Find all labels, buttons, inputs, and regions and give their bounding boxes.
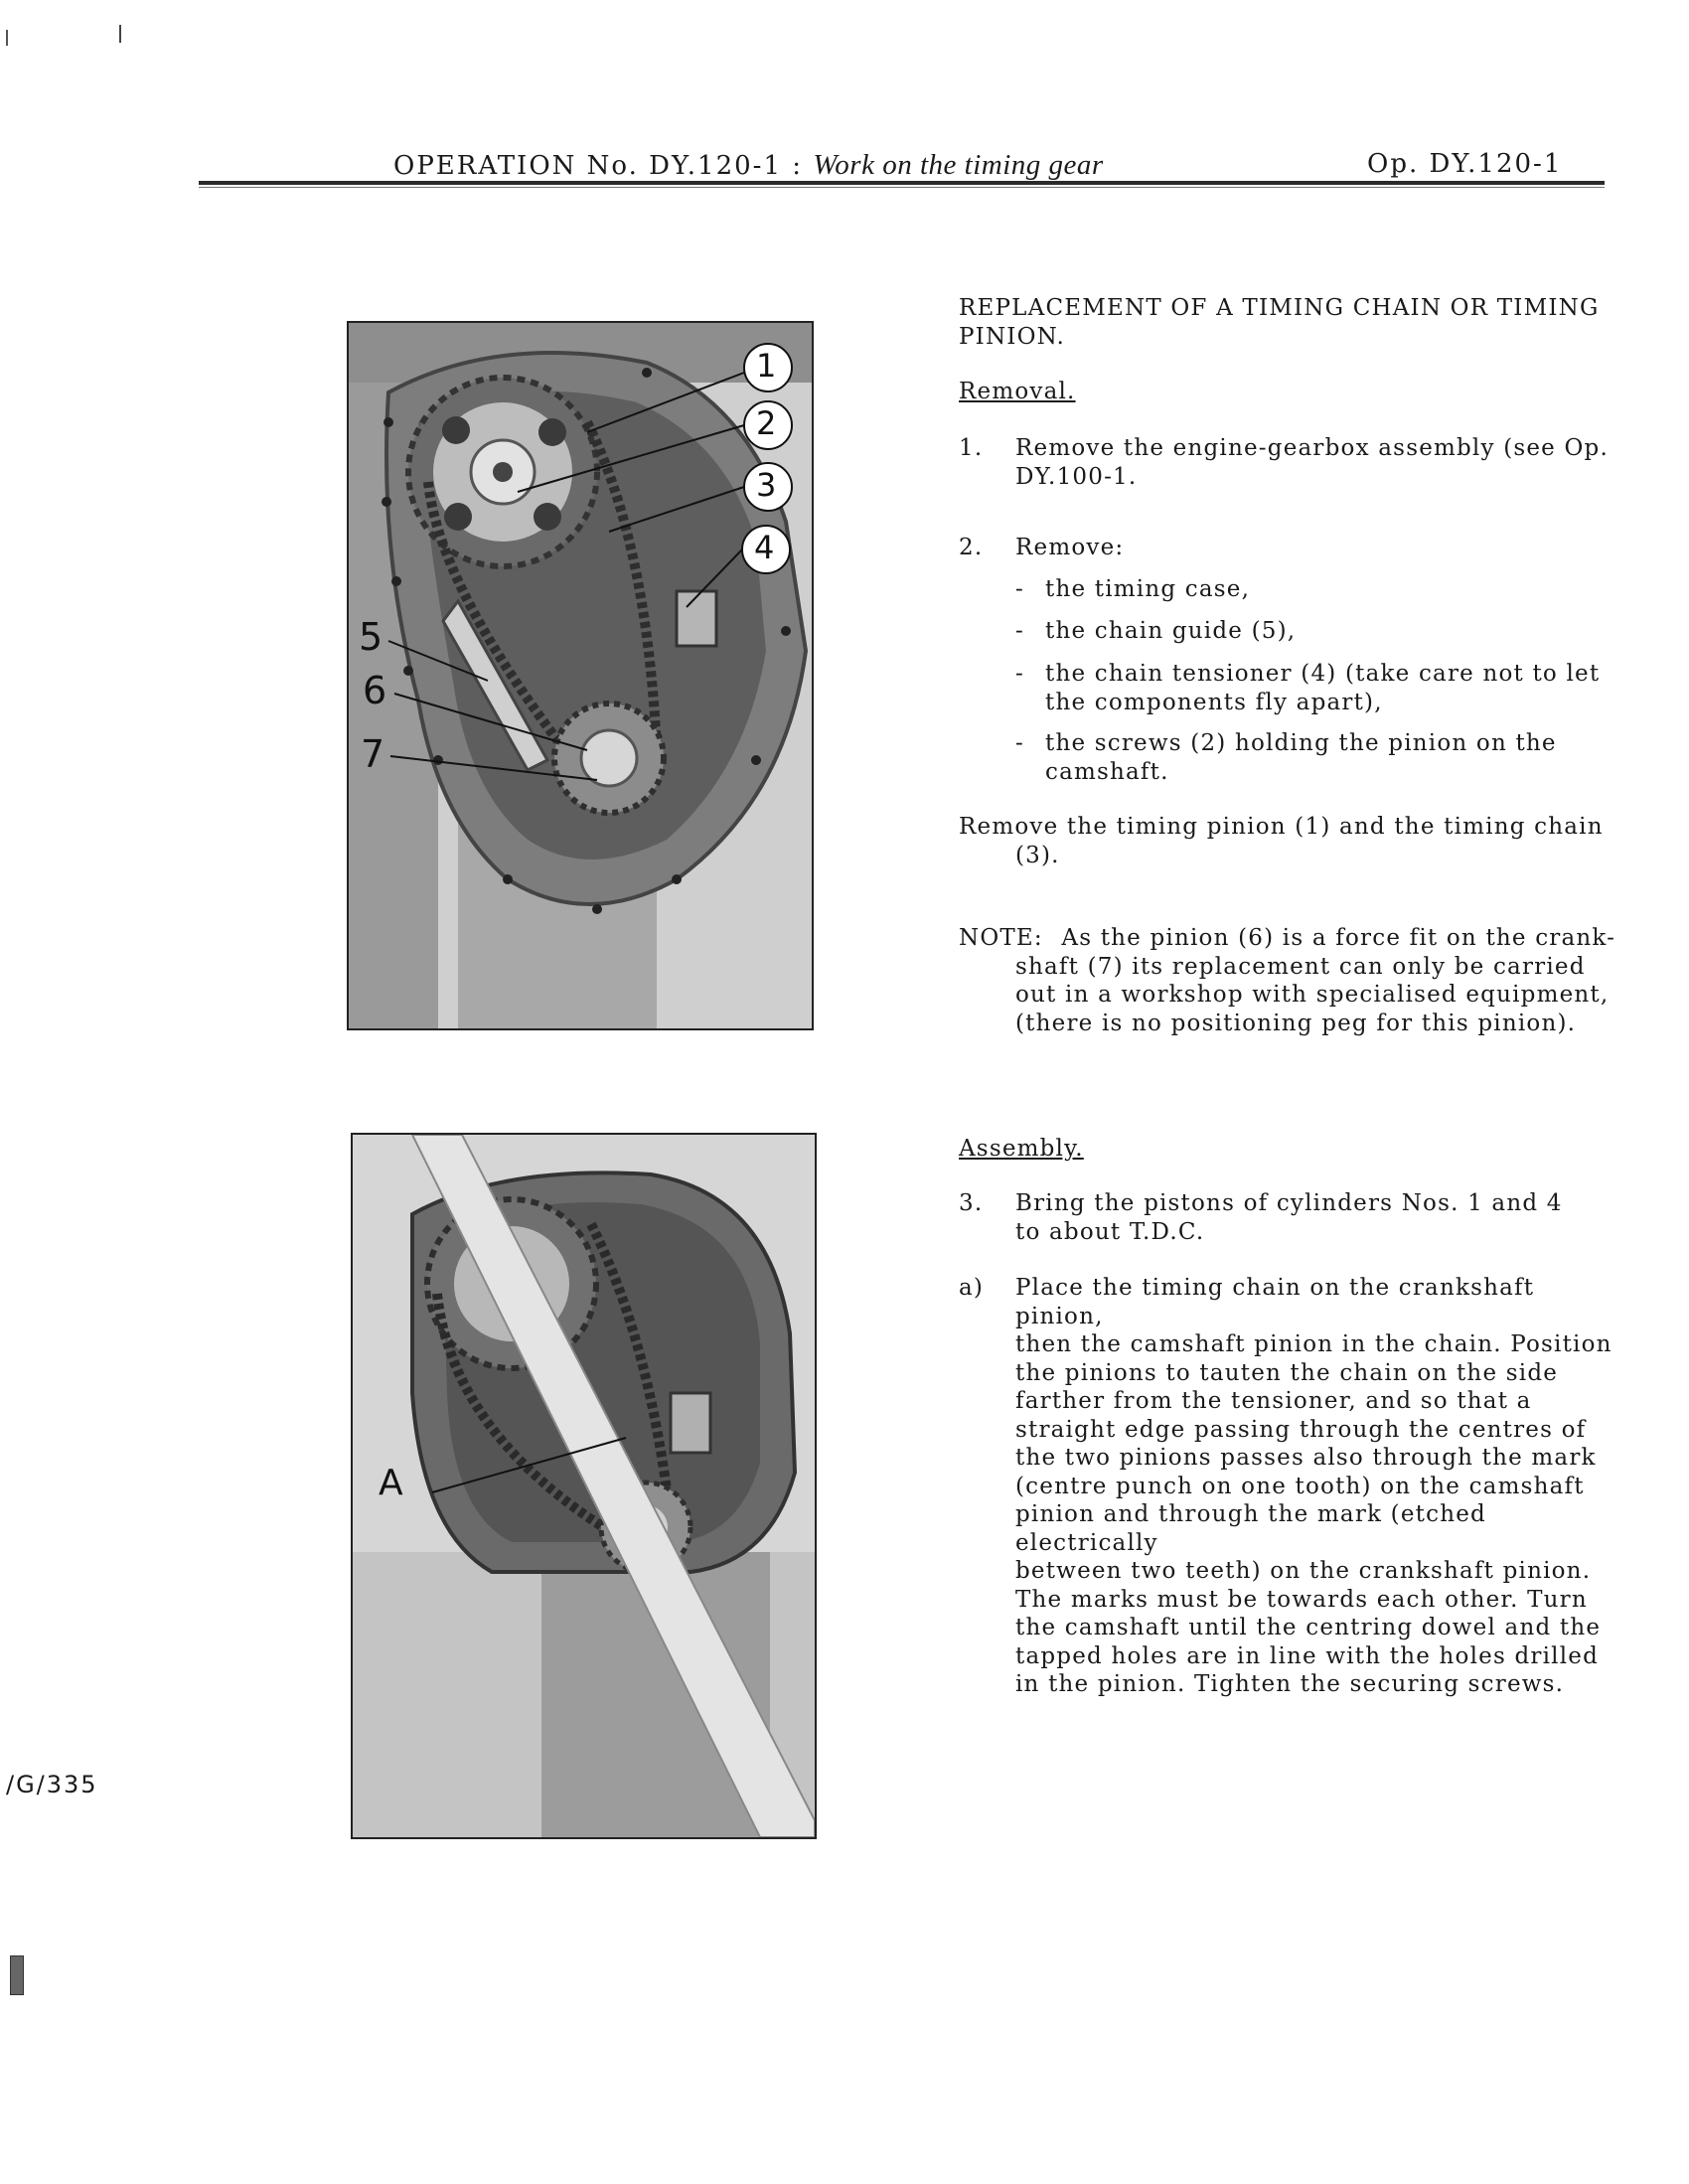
margin-bar (10, 1955, 24, 1995)
note-block (959, 924, 1624, 1037)
step-line: tapped holes are in line with the holes drilled (1015, 1642, 1599, 1669)
operation-reference: Op. DY.120-1 (1367, 149, 1563, 179)
assembly-heading: Assembly. (959, 1136, 1084, 1162)
assembly-step-3 (959, 1189, 1614, 1249)
step-line: the camshaft until the centring dowel and the (1015, 1615, 1602, 1640)
step-line: between two teeth) on the crankshaft pinion. (1015, 1558, 1592, 1584)
dash-bullet: - (1015, 576, 1024, 602)
removal-step-1 (959, 434, 1614, 494)
step-number: 2. (959, 535, 984, 560)
step-line: the pinions to tauten the chain on the side (1015, 1359, 1559, 1386)
step-text: Bring the pistons of cylinders Nos. 1 and 4 (1015, 1190, 1563, 1216)
note-label: NOTE: (959, 925, 1043, 951)
dash-bullet: - (1015, 661, 1024, 687)
note-text: shaft (7) its replacement can only be carried (1015, 953, 1586, 980)
margin-mark (119, 25, 121, 43)
removal-step-2 (959, 534, 1614, 563)
operation-label: OPERATION No. DY.120-1 : (393, 151, 804, 181)
callout-6: 6 (363, 669, 387, 712)
removal-final (959, 813, 1614, 869)
step-line: in the pinion. Tighten the securing screws. (1015, 1671, 1565, 1697)
figure-timing-alignment (351, 1133, 817, 1839)
section-title-text: REPLACEMENT OF A TIMING CHAIN OR TIMING PINION. (959, 295, 1600, 350)
step-line: the two pinions passes also through the mark (1015, 1445, 1597, 1471)
callout-3: 3 (756, 466, 777, 504)
step-line: The marks must be towards each other. Turn (1015, 1586, 1588, 1613)
callout-4: 4 (754, 529, 775, 566)
removal-item (1015, 660, 1612, 719)
removal-item (1015, 617, 1612, 647)
timing-gear-photo (349, 323, 812, 1028)
removal-heading: Removal. (959, 379, 1076, 404)
callout-2: 2 (756, 404, 777, 442)
callout-1: 1 (756, 347, 777, 385)
figure-timing-gear-exploded (347, 321, 814, 1030)
item-text: the components fly apart), (1045, 689, 1383, 715)
dash-bullet: - (1015, 730, 1024, 756)
step-line: then the camshaft pinion in the chain. Position (1015, 1331, 1612, 1357)
final-text: Remove the timing pinion (1) and the timing chain (959, 814, 1604, 840)
callout-5: 5 (359, 615, 384, 659)
item-text: the chain guide (5), (1045, 618, 1297, 644)
final-text: (3). (1015, 842, 1060, 868)
page-title: Work on the timing gear (813, 149, 1104, 181)
note-text: out in a workshop with specialised equipment, (1015, 982, 1610, 1008)
removal-item (1015, 575, 1612, 605)
callout-7: 7 (361, 732, 385, 776)
step-line: Place the timing chain on the crankshaft pinion, (1015, 1275, 1535, 1329)
callout-A: A (379, 1463, 403, 1503)
step-line: straight edge passing through the centres of (1015, 1416, 1587, 1443)
step-number: 1. (959, 435, 984, 461)
step-text: to about T.D.C. (1015, 1218, 1205, 1245)
step-text: Remove: (1015, 535, 1125, 560)
assembly-step-a (959, 1274, 1624, 1697)
note-text: As the pinion (6) is a force fit on the crank- (1061, 925, 1616, 951)
step-number: 3. (959, 1190, 984, 1216)
margin-mark (6, 30, 8, 46)
section-title (959, 294, 1614, 351)
step-letter: a) (959, 1275, 985, 1301)
dash-bullet: - (1015, 618, 1024, 644)
item-text: camshaft. (1045, 758, 1169, 785)
margin-reference: /G/335 (6, 1771, 98, 1798)
header-rule (199, 181, 1605, 185)
timing-alignment-photo (353, 1135, 815, 1837)
item-text: the timing case, (1045, 576, 1251, 602)
note-text: (there is no positioning peg for this pinion). (1015, 1010, 1577, 1036)
step-line: (centre punch on one tooth) on the camshaft (1015, 1473, 1585, 1499)
step-line: pinion and through the mark (etched electrically (1015, 1501, 1486, 1556)
step-text: Remove the engine-gearbox assembly (see Op. (1015, 435, 1609, 461)
step-line: farther from the tensioner, and so that a (1015, 1388, 1532, 1414)
removal-item (1015, 729, 1612, 789)
header-rule (199, 187, 1605, 188)
item-text: the chain tensioner (4) (take care not to let (1045, 661, 1601, 687)
step-text: DY.100-1. (1015, 463, 1138, 490)
item-text: the screws (2) holding the pinion on the (1045, 730, 1557, 756)
page-header-left (393, 149, 1104, 182)
